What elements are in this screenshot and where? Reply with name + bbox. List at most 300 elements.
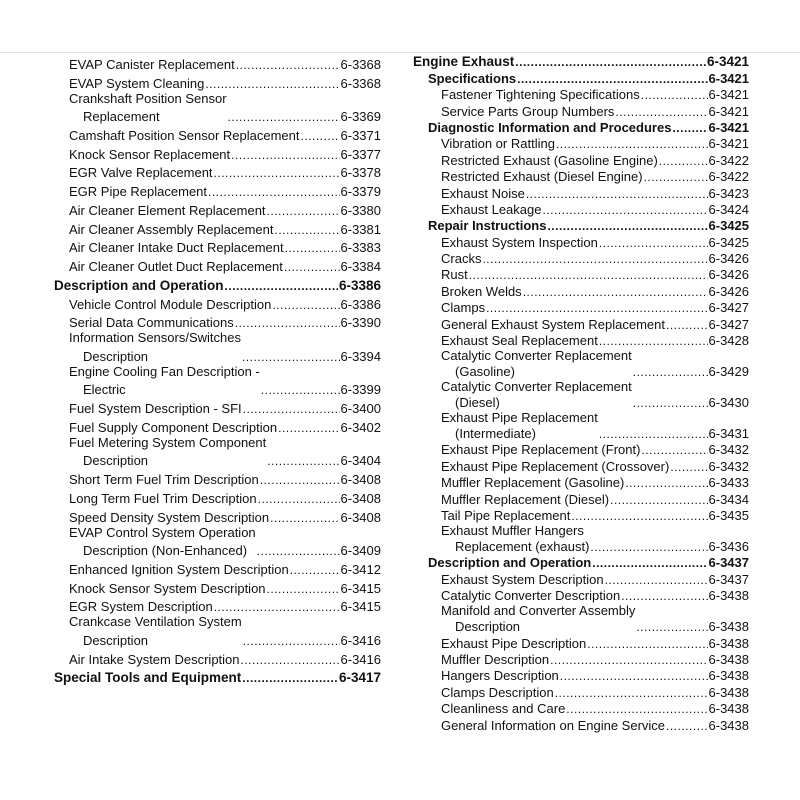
dot-leader — [274, 223, 339, 237]
toc-entry-muffler-replacement-gasoline — [413, 474, 749, 490]
toc-entry-page-number: 6-3425 — [708, 218, 749, 234]
toc-entry-page-number: 6-3438 — [708, 619, 749, 635]
toc-entry-title-line: Air Cleaner Element Replacement — [69, 202, 266, 218]
toc-entry-title-line: Repair Instructions — [428, 218, 547, 234]
toc-entry-page-number: 6-3422 — [708, 152, 749, 168]
toc-entry-page-number: 6-3368 — [340, 75, 381, 91]
toc-entry-title-line: Exhaust Leakage — [441, 201, 542, 217]
toc-entry-evap-control-system-operation-description-non-enhanced — [54, 525, 381, 559]
toc-entry-page-number: 6-3421 — [706, 54, 749, 70]
dot-leader — [225, 279, 338, 293]
toc-entry-title — [441, 333, 598, 348]
toc-entry-title-line: Camshaft Position Sensor Replacement — [69, 127, 300, 143]
toc-entry-title-continuation: (Diesel) — [455, 395, 500, 411]
toc-entry-title-line: Exhaust Pipe Replacement (Front) — [441, 442, 641, 458]
toc-entry-muffler-description — [413, 651, 749, 667]
toc-entry-title-line: Restricted Exhaust (Diesel Engine) — [441, 169, 643, 185]
toc-entry-special-tools-and-equipment — [54, 667, 381, 686]
toc-entry-title — [441, 379, 632, 410]
toc-entry-title — [428, 555, 591, 570]
toc-entry-title-line: Enhanced Ignition System Description — [69, 561, 289, 577]
toc-entry-title-line: Short Term Fuel Trim Description — [69, 472, 259, 487]
dot-leader — [587, 637, 707, 651]
dot-leader — [469, 268, 708, 282]
toc-entry-page-number: 6-3438 — [708, 717, 749, 733]
toc-entry-fuel-system-description-sfi — [54, 397, 381, 416]
toc-entry-title — [441, 442, 640, 457]
dot-leader — [258, 492, 340, 506]
toc-entry-title — [441, 410, 598, 441]
toc-entry-title — [441, 186, 525, 201]
dot-leader — [523, 285, 708, 299]
toc-entry-title-line: Fuel System Description - SFI — [69, 401, 242, 416]
toc-entry-title-line: Tail Pipe Replacement — [441, 507, 571, 523]
toc-entry-title-line: Special Tools and Equipment — [54, 670, 242, 686]
toc-entry-title — [69, 420, 277, 435]
toc-entry-title-line: Muffler Replacement (Diesel) — [441, 491, 610, 507]
toc-entry-title — [69, 259, 283, 274]
dot-leader — [272, 298, 339, 312]
dot-leader — [284, 260, 340, 274]
dot-leader — [599, 334, 708, 348]
toc-entry-title-line: Hangers Description — [441, 668, 559, 684]
toc-entry-title — [69, 184, 207, 199]
toc-entry-title-continuation: Description — [83, 453, 149, 469]
dot-leader — [641, 88, 708, 102]
toc-entry-title — [441, 235, 598, 250]
toc-entry-camshaft-position-sensor-replacement — [54, 124, 381, 143]
toc-entry-page-number: 6-3421 — [708, 103, 749, 119]
toc-entry-title — [69, 435, 266, 469]
toc-entry-page-number: 6-3412 — [340, 561, 381, 577]
toc-entry-exhaust-seal-replacement — [413, 332, 749, 348]
toc-entry-page-number: 6-3431 — [708, 426, 749, 442]
toc-entry-title-line: Exhaust Pipe Description — [441, 635, 587, 651]
toc-entry-page-number: 6-3415 — [340, 599, 381, 615]
dot-leader — [285, 241, 340, 255]
dot-leader — [261, 383, 340, 397]
toc-entry-page-number: 6-3435 — [708, 507, 749, 523]
toc-entry-serial-data-communications — [54, 312, 381, 331]
toc-entry-title-line: Engine Cooling Fan Description - — [69, 363, 260, 379]
toc-entry-title-line: Long Term Fuel Trim Description — [69, 490, 257, 506]
toc-entry-title-line: Crankcase Ventilation System — [69, 614, 242, 630]
toc-entry-title-line: Catalytic Converter Replacement — [441, 348, 632, 364]
toc-entry-evap-system-cleaning — [54, 72, 381, 91]
toc-entry-catalytic-converter-description — [413, 587, 749, 603]
dot-leader — [260, 473, 340, 487]
toc-entry-title — [69, 562, 289, 577]
dot-leader — [267, 204, 340, 218]
toc-entry-title-line: Information Sensors/Switches — [69, 330, 241, 346]
toc-entry-page-number: 6-3383 — [340, 240, 381, 256]
toc-entry-page-number: 6-3423 — [708, 185, 749, 201]
toc-entry-page-number: 6-3426 — [708, 267, 749, 283]
dot-leader — [605, 573, 708, 587]
toc-entry-title — [441, 153, 658, 168]
dot-leader — [542, 203, 707, 217]
dot-leader — [560, 669, 708, 683]
dot-leader — [547, 219, 707, 233]
toc-entry-title — [441, 169, 643, 184]
toc-entry-title — [441, 475, 624, 490]
toc-entry-restricted-exhaust-gasoline-engine — [413, 151, 749, 167]
toc-entry-page-number: 6-3377 — [340, 146, 381, 162]
toc-entry-title-line: Air Intake System Description — [69, 651, 240, 667]
toc-entry-exhaust-pipe-replacement-front — [413, 441, 749, 457]
toc-entry-title-line: Fuel Metering System Component — [69, 434, 267, 450]
dot-leader — [666, 318, 708, 332]
dot-leader — [242, 671, 338, 685]
toc-entry-manifold-and-converter-assembly-description — [413, 603, 749, 634]
dot-leader — [556, 137, 708, 151]
toc-entry-title-line: Engine Exhaust — [413, 54, 515, 70]
toc-entry-page-number: 6-3380 — [340, 202, 381, 218]
dot-leader — [278, 421, 339, 435]
toc-left-column — [54, 53, 381, 685]
toc-entry-title — [441, 300, 485, 315]
toc-entry-service-parts-group-numbers — [413, 102, 749, 118]
toc-entry-page-number: 6-3432 — [708, 442, 749, 458]
toc-entry-page-number: 6-3417 — [338, 670, 381, 686]
toc-entry-title — [441, 492, 609, 507]
toc-entry-title — [69, 57, 235, 72]
toc-entry-general-information-on-engine-service — [413, 716, 749, 732]
toc-entry-page-number: 6-3426 — [708, 251, 749, 267]
toc-entry-exhaust-muffler-hangers-replacement-exhaust — [413, 523, 749, 554]
dot-leader — [610, 493, 707, 507]
toc-entry-evap-canister-replacement — [54, 53, 381, 72]
toc-entry-title — [441, 87, 640, 102]
toc-entry-title — [69, 165, 213, 180]
toc-entry-page-number: 6-3390 — [340, 315, 381, 331]
toc-entry-title-continuation: (Intermediate) — [455, 426, 536, 442]
toc-entry-restricted-exhaust-diesel-engine — [413, 168, 749, 184]
toc-entry-page-number: 6-3436 — [708, 538, 749, 554]
toc-entry-page-number: 6-3421 — [708, 87, 749, 103]
toc-entry-title-line: Specifications — [428, 70, 517, 86]
toc-entry-vibration-or-rattling — [413, 135, 749, 151]
toc-entry-clamps — [413, 299, 749, 315]
toc-entry-page-number: 6-3381 — [340, 221, 381, 237]
toc-entry-title — [69, 472, 259, 487]
dot-leader — [517, 72, 707, 86]
toc-entry-title-continuation: Electric — [83, 382, 126, 398]
toc-entry-title-line: EGR System Description — [69, 599, 213, 615]
dot-leader — [599, 427, 708, 441]
toc-entry-broken-welds — [413, 282, 749, 298]
toc-entry-title — [69, 599, 213, 614]
toc-entry-title — [441, 603, 635, 634]
toc-entry-title-line: Exhaust Pipe Replacement (Crossover) — [441, 458, 670, 474]
toc-entry-page-number: 6-3416 — [340, 632, 381, 648]
toc-entry-title-line: Vibration or Rattling — [441, 136, 555, 152]
toc-entry-page-number: 6-3378 — [340, 165, 381, 181]
toc-entry-knock-sensor-replacement — [54, 143, 381, 162]
toc-entry-title — [54, 278, 224, 293]
toc-entry-title-line: Description and Operation — [54, 277, 224, 293]
toc-entry-title-continuation: Replacement (exhaust) — [455, 538, 590, 554]
dot-leader — [590, 540, 707, 554]
toc-entry-page-number: 6-3368 — [340, 56, 381, 72]
dot-leader — [214, 600, 340, 614]
toc-entry-diagnostic-information-and-procedures — [413, 119, 749, 135]
toc-entry-egr-valve-replacement — [54, 162, 381, 181]
toc-entry-title — [441, 348, 632, 379]
toc-entry-page-number: 6-3438 — [708, 651, 749, 667]
toc-entry-title-line: Clamps — [441, 300, 486, 316]
toc-entry-title — [69, 581, 266, 596]
toc-entry-title — [54, 670, 241, 685]
toc-entry-title-line: Exhaust System Inspection — [441, 234, 598, 250]
toc-entry-page-number: 6-3408 — [340, 472, 381, 487]
toc-entry-muffler-replacement-diesel — [413, 490, 749, 506]
toc-entry-title-line: Exhaust Muffler Hangers — [441, 522, 584, 538]
toc-entry-title-line: Knock Sensor System Description — [69, 580, 266, 596]
toc-entry-title-line: EGR Pipe Replacement — [69, 184, 208, 199]
toc-entry-title — [69, 240, 284, 255]
dot-leader — [228, 110, 340, 124]
toc-entry-page-number: 6-3425 — [708, 234, 749, 250]
toc-entry-title-line: General Exhaust System Replacement — [441, 316, 665, 332]
toc-entry-title-line: Broken Welds — [441, 283, 522, 299]
toc-entry-page-number: 6-3427 — [708, 300, 749, 316]
toc-entry-title-line: Serial Data Communications — [69, 315, 234, 331]
toc-entry-page-number: 6-3421 — [708, 119, 749, 135]
toc-entry-title — [441, 701, 565, 716]
toc-entry-title — [441, 317, 665, 332]
toc-entry-engine-cooling-fan-description-electric — [54, 364, 381, 398]
dot-leader — [566, 702, 707, 716]
toc-entry-crankcase-ventilation-system-description — [54, 614, 381, 648]
toc-entry-page-number: 6-3438 — [708, 668, 749, 684]
toc-entry-title — [441, 202, 541, 217]
toc-entry-title — [413, 54, 514, 69]
toc-entry-page-number: 6-3433 — [708, 475, 749, 491]
dot-leader — [550, 653, 707, 667]
toc-entry-title — [441, 636, 586, 651]
toc-entry-title-line: Catalytic Converter Replacement — [441, 379, 632, 395]
toc-entry-enhanced-ignition-system-description — [54, 558, 381, 577]
toc-entry-information-sensors-switches-description — [54, 330, 381, 364]
toc-entry-page-number: 6-3379 — [340, 184, 381, 199]
dot-leader — [592, 556, 707, 570]
toc-entry-title-line: Knock Sensor Replacement — [69, 146, 231, 162]
toc-entry-page-number: 6-3386 — [338, 277, 381, 293]
dot-leader — [633, 365, 708, 379]
toc-entry-title — [69, 525, 256, 559]
dot-leader — [599, 236, 708, 250]
toc-entry-title-line: Vehicle Control Module Description — [69, 296, 272, 312]
dot-leader — [236, 58, 340, 72]
toc-entry-page-number: 6-3427 — [708, 316, 749, 332]
toc-entry-title-line: Air Cleaner Outlet Duct Replacement — [69, 259, 283, 274]
toc-entry-title-continuation: Description — [83, 632, 149, 648]
dot-leader — [666, 719, 708, 733]
toc-entry-title — [69, 76, 204, 91]
toc-entry-title-line: EGR Valve Replacement — [69, 165, 213, 181]
toc-entry-title — [69, 315, 234, 330]
dot-leader — [641, 443, 707, 457]
dot-leader — [633, 396, 708, 410]
toc-entry-exhaust-noise — [413, 184, 749, 200]
toc-entry-page-number: 6-3438 — [708, 701, 749, 717]
toc-entry-tail-pipe-replacement — [413, 507, 749, 523]
toc-entry-title — [69, 147, 230, 162]
toc-entry-rust — [413, 266, 749, 282]
toc-entry-title-line: Cracks — [441, 251, 482, 267]
toc-entry-title — [69, 491, 257, 506]
toc-entry-exhaust-pipe-description — [413, 634, 749, 650]
dot-leader — [214, 166, 340, 180]
toc-entry-title-line: Muffler Description — [441, 651, 550, 667]
toc-entry-air-cleaner-element-replacement — [54, 199, 381, 218]
dot-leader — [621, 589, 707, 603]
dot-leader — [672, 121, 707, 135]
dot-leader — [231, 148, 339, 162]
toc-entry-engine-exhaust — [413, 53, 749, 69]
dot-leader — [205, 77, 339, 91]
dot-leader — [482, 252, 707, 266]
toc-entry-page-number: 6-3399 — [340, 382, 381, 398]
toc-right-column — [413, 53, 749, 733]
toc-entry-title — [69, 401, 242, 416]
toc-entry-knock-sensor-system-description — [54, 577, 381, 596]
dot-leader — [515, 55, 706, 69]
toc-entry-title-continuation: Description (Non-Enhanced) — [83, 543, 248, 558]
toc-entry-page-number: 6-3426 — [708, 283, 749, 299]
toc-entry-title — [441, 459, 669, 474]
dot-leader — [242, 350, 340, 364]
toc-entry-title-line: Air Cleaner Assembly Replacement — [69, 221, 274, 237]
dot-leader — [267, 454, 339, 468]
toc-entry-cleanliness-and-care — [413, 700, 749, 716]
toc-entry-title — [428, 218, 546, 233]
toc-entry-title — [69, 364, 260, 398]
toc-entry-page-number: 6-3371 — [340, 127, 381, 143]
toc-entry-title-continuation: (Gasoline) — [455, 364, 515, 380]
toc-entry-page-number: 6-3404 — [340, 453, 381, 469]
toc-entry-exhaust-system-description — [413, 570, 749, 586]
toc-entry-air-cleaner-intake-duct-replacement — [54, 237, 381, 256]
toc-entry-title — [69, 203, 266, 218]
toc-entry-title — [69, 128, 300, 143]
dot-leader — [235, 316, 340, 330]
toc-entry-page-number: 6-3386 — [340, 296, 381, 312]
toc-entry-page-number: 6-3384 — [340, 259, 381, 274]
toc-entry-title-line: Clamps Description — [441, 684, 554, 700]
toc-entry-exhaust-system-inspection — [413, 233, 749, 249]
dot-leader — [644, 170, 708, 184]
toc-entry-title — [441, 284, 522, 299]
toc-entry-long-term-fuel-trim-description — [54, 487, 381, 506]
toc-entry-title — [69, 222, 273, 237]
toc-entry-specifications — [413, 69, 749, 85]
toc-entry-air-cleaner-outlet-duct-replacement — [54, 255, 381, 274]
toc-entry-description-and-operation — [54, 274, 381, 293]
toc-entry-title-line: Exhaust Pipe Replacement — [441, 410, 598, 426]
dot-leader — [625, 476, 707, 490]
toc-entry-page-number: 6-3421 — [708, 70, 749, 86]
toc-entry-title — [69, 614, 242, 648]
toc-entry-title — [428, 71, 516, 86]
toc-entry-title — [428, 120, 671, 135]
toc-entry-title-line: Exhaust Noise — [441, 185, 525, 201]
toc-entry-title-continuation: Replacement — [83, 109, 160, 124]
toc-entry-title-line: Exhaust Seal Replacement — [441, 333, 598, 349]
toc-entry-title — [441, 718, 665, 733]
toc-entry-page-number: 6-3415 — [340, 580, 381, 596]
dot-leader — [208, 185, 340, 199]
dot-leader — [526, 187, 708, 201]
toc-entry-title-line: Manifold and Converter Assembly — [441, 603, 636, 619]
toc-entry-title — [441, 652, 549, 667]
dot-leader — [241, 653, 340, 667]
toc-entry-description-and-operation — [413, 554, 749, 570]
toc-entry-general-exhaust-system-replacement — [413, 315, 749, 331]
dot-leader — [257, 544, 340, 558]
toc-entry-cracks — [413, 250, 749, 266]
toc-entry-title-line: Exhaust System Description — [441, 571, 604, 587]
dot-leader — [571, 509, 707, 523]
toc-entry-title-line: EVAP Control System Operation — [69, 524, 256, 540]
toc-entry-page-number: 6-3416 — [340, 651, 381, 667]
toc-entry-title — [69, 91, 227, 125]
toc-entry-title-continuation: Description — [455, 619, 521, 635]
toc-entry-repair-instructions — [413, 217, 749, 233]
toc-entry-page-number: 6-3437 — [708, 555, 749, 571]
dot-leader — [270, 511, 339, 525]
toc-entry-title — [441, 588, 620, 603]
toc-entry-title-line: Restricted Exhaust (Gasoline Engine) — [441, 152, 658, 168]
toc-entry-title — [441, 572, 604, 587]
toc-entry-page-number: 6-3430 — [708, 395, 749, 411]
toc-entry-title — [441, 523, 589, 554]
toc-entry-page-number: 6-3402 — [340, 419, 381, 435]
toc-entry-page-number: 6-3394 — [340, 348, 381, 364]
toc-entry-vehicle-control-module-description — [54, 293, 381, 312]
toc-entry-egr-pipe-replacement — [54, 180, 381, 199]
dot-leader — [301, 129, 340, 143]
dot-leader — [659, 154, 708, 168]
toc-entry-title-line: Rust — [441, 267, 468, 283]
toc-entry-title — [441, 267, 468, 282]
toc-entry-page-number: 6-3369 — [340, 109, 381, 124]
toc-entry-hangers-description — [413, 667, 749, 683]
toc-entry-page-number: 6-3438 — [708, 635, 749, 651]
toc-entry-title-line: Fuel Supply Component Description — [69, 419, 278, 435]
toc-entry-exhaust-pipe-replacement-intermediate — [413, 410, 749, 441]
toc-entry-fuel-metering-system-component-description — [54, 435, 381, 469]
toc-entry-title-line: Fastener Tightening Specifications — [441, 87, 640, 103]
dot-leader — [290, 563, 340, 577]
toc-entry-title-line: General Information on Engine Service — [441, 717, 666, 733]
toc-entry-page-number: 6-3400 — [340, 401, 381, 416]
toc-entry-title — [441, 136, 555, 151]
dot-leader — [243, 634, 340, 648]
dot-leader — [636, 620, 707, 634]
toc-entry-exhaust-pipe-replacement-crossover — [413, 457, 749, 473]
dot-leader — [486, 301, 707, 315]
toc-entry-page-number: 6-3429 — [708, 364, 749, 380]
toc-entry-title-continuation: Description — [83, 348, 149, 364]
toc-entry-title — [441, 104, 614, 119]
toc-entry-title-line: Crankshaft Position Sensor — [69, 90, 227, 106]
toc-entry-title — [441, 508, 570, 523]
toc-entry-catalytic-converter-replacement-gasoline — [413, 348, 749, 379]
toc-entry-title — [69, 297, 271, 312]
toc-entry-title — [69, 652, 240, 667]
